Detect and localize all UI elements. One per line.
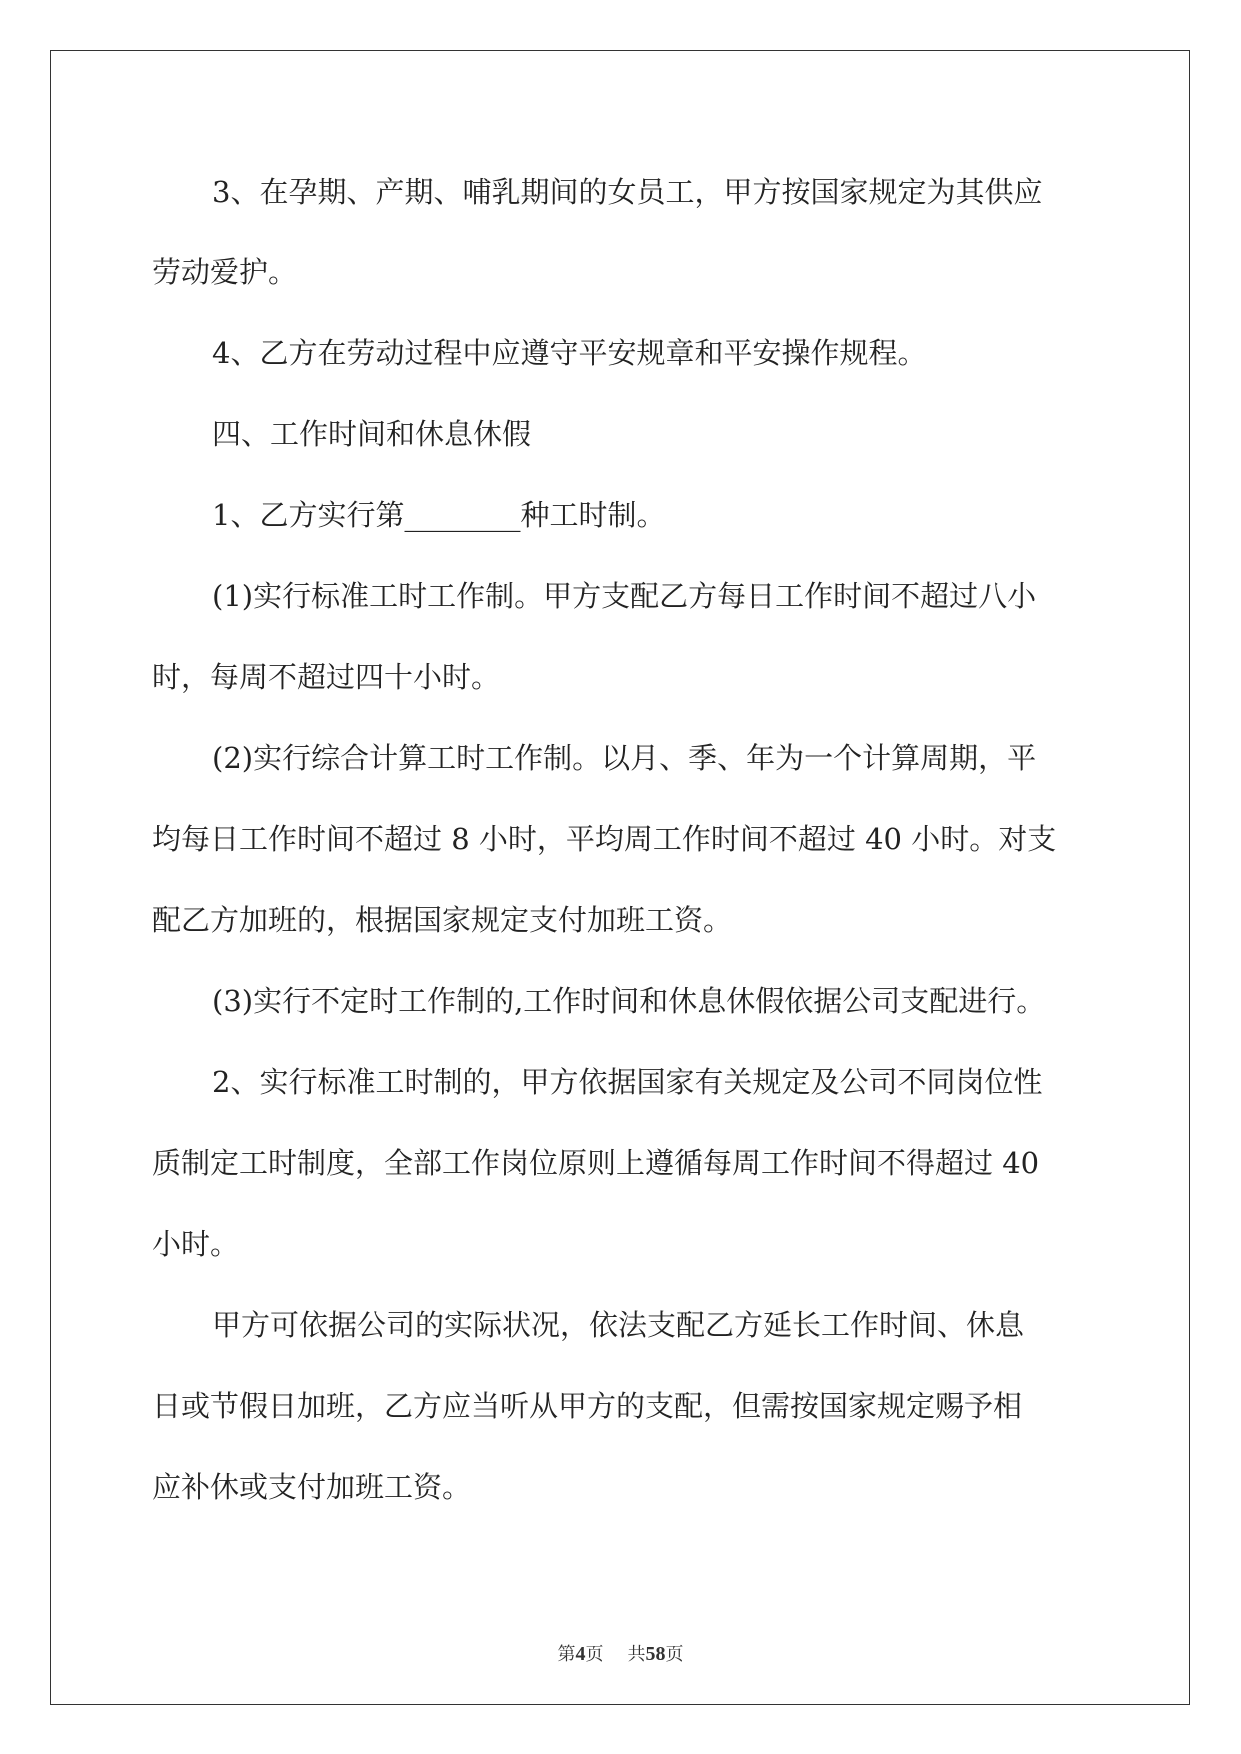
paragraph-line: 应补休或支付加班工资。 [152,1470,472,1504]
page-number: 4 [575,1643,586,1665]
paragraph-line: 2、实行标准工时制的，甲方依据国家有关规定及公司不同岗位性 [212,1065,1043,1099]
page-border [50,50,1190,1705]
paragraph-line: 3、在孕期、产期、哺乳期间的女员工，甲方按国家规定为其供应 [212,175,1043,209]
paragraph-line: 质制定工时制度，全部工作岗位原则上遵循每周工作时间不得超过 40 [152,1146,1040,1180]
total-prefix: 共 [627,1644,646,1665]
paragraph-line: 小时。 [152,1227,240,1261]
paragraph-line: 配乙方加班的，根据国家规定支付加班工资。 [152,903,733,937]
total-pages: 58 [645,1643,666,1665]
paragraph-line: (2)实行综合计算工时工作制。以月、季、年为一个计算周期，平 [212,741,1037,775]
page-suffix: 页 [585,1644,604,1665]
paragraph-line: (1)实行标准工时工作制。甲方支配乙方每日工作时间不超过八小 [212,579,1037,613]
paragraph-line: 甲方可依据公司的实际状况，依法支配乙方延长工作时间、休息 [212,1308,1025,1342]
paragraph-line: 时，每周不超过四十小时。 [152,660,501,694]
page-footer [0,1640,1241,1666]
paragraph-line: 日或节假日加班，乙方应当听从甲方的支配，但需按国家规定赐予相 [152,1389,1023,1423]
section-heading: 四、工作时间和休息休假 [212,417,532,451]
paragraph-line: 1、乙方实行第________种工时制。 [212,498,666,532]
paragraph-line: 均每日工作时间不超过 8 小时，平均周工作时间不超过 40 小时。对支 [152,822,1057,856]
paragraph-line: 4、乙方在劳动过程中应遵守平安规章和平安操作规程。 [212,336,927,370]
paragraph-line: 劳动爱护。 [152,255,298,289]
page-prefix: 第 [557,1644,576,1665]
paragraph-line: (3)实行不定时工作制的,工作时间和休息休假依据公司支配进行。 [212,984,1046,1018]
total-suffix: 页 [665,1644,684,1665]
